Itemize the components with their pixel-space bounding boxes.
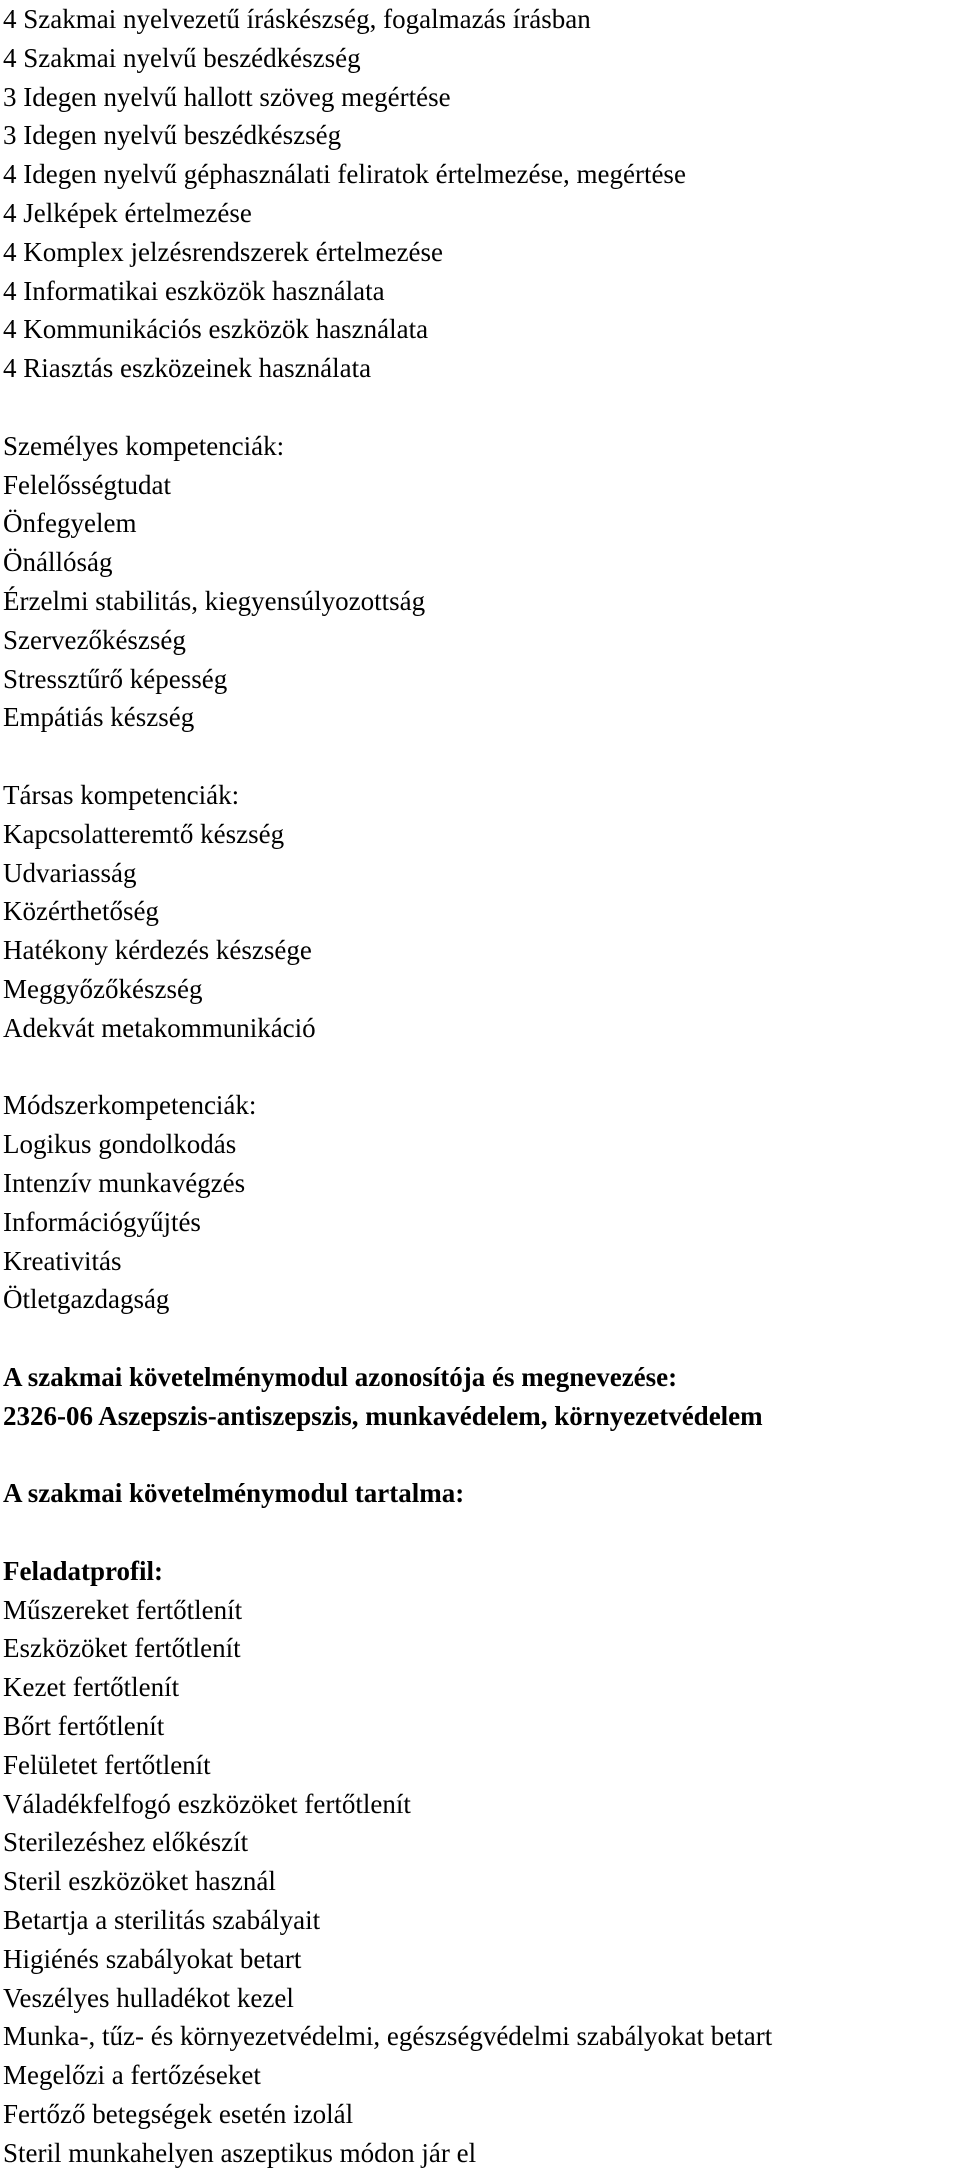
competence-item: Udvariasság	[3, 857, 137, 888]
skill-line: 4 Kommunikációs eszközök használata	[3, 314, 429, 345]
task-profile-heading: Feladatprofil:	[3, 1555, 163, 1586]
skills-list	[3, 0, 958, 388]
competence-item: Kapcsolatteremtő készség	[3, 818, 285, 849]
task-profile-section	[3, 1552, 958, 2173]
competence-item: Ötletgazdagság	[3, 1284, 170, 1315]
skill-line: 4 Idegen nyelvű géphasználati feliratok értelmezése, megértése	[3, 159, 686, 190]
method-competences-section	[3, 1086, 958, 1319]
spacer	[3, 737, 958, 776]
task-item: Munka-, tűz- és környezetvédelmi, egészségvédelmi szabályokat betart	[3, 2021, 773, 2052]
skill-line: 3 Idegen nyelvű beszédkészség	[3, 120, 342, 151]
skill-line: 4 Komplex jelzésrendszerek értelmezése	[3, 236, 444, 267]
competence-item: Empátiás készség	[3, 702, 195, 733]
task-item: Felületet fertőtlenít	[3, 1749, 211, 1780]
competence-item: Kreativitás	[3, 1245, 122, 1276]
task-item: Bőrt fertőtlenít	[3, 1711, 165, 1742]
competence-item: Szervezőkészség	[3, 624, 186, 655]
social-competences-section	[3, 776, 958, 1048]
method-competences-heading: Módszerkompetenciák:	[3, 1090, 257, 1121]
task-item: Betartja a sterilitás szabályait	[3, 1905, 321, 1936]
competence-item: Érzelmi stabilitás, kiegyensúlyozottság	[3, 585, 426, 616]
competence-item: Adekvát metakommunikáció	[3, 1012, 316, 1043]
skill-line: 4 Riasztás eszközeinek használata	[3, 353, 372, 384]
task-item: Kezet fertőtlenít	[3, 1672, 180, 1703]
task-item: Veszélyes hulladékot kezel	[3, 1982, 294, 2013]
module-content-heading: A szakmai követelménymodul tartalma:	[3, 1478, 465, 1509]
personal-competences-heading: Személyes kompetenciák:	[3, 430, 285, 461]
document-page	[3, 0, 958, 2173]
competence-item: Hatékony kérdezés készsége	[3, 935, 312, 966]
task-item: Megelőzi a fertőzéseket	[3, 2060, 261, 2091]
module-id-title: 2326-06 Aszepszis-antiszepszis, munkavédelem, környezetvédelem	[3, 1400, 763, 1431]
module-identification	[3, 1358, 958, 1436]
competence-item: Intenzív munkavégzés	[3, 1167, 246, 1198]
task-item: Higiénés szabályokat betart	[3, 1943, 302, 1974]
task-item: Steril munkahelyen aszeptikus módon jár el	[3, 2137, 477, 2168]
competence-item: Meggyőzőkészség	[3, 973, 203, 1004]
competence-item: Stressztűrő képesség	[3, 663, 228, 694]
skill-line: 4 Szakmai nyelvezetű íráskészség, fogalmazás írásban	[3, 4, 591, 34]
competence-item: Önállóság	[3, 547, 113, 578]
skill-line: 4 Jelképek értelmezése	[3, 197, 252, 228]
competence-item: Információgyűjtés	[3, 1206, 201, 1237]
spacer	[3, 1319, 958, 1358]
spacer	[3, 1513, 958, 1552]
social-competences-heading: Társas kompetenciák:	[3, 779, 240, 810]
task-item: Fertőző betegségek esetén izolál	[3, 2099, 354, 2130]
spacer	[3, 1435, 958, 1474]
competence-item: Önfegyelem	[3, 508, 137, 539]
competence-item: Felelősségtudat	[3, 469, 171, 500]
skill-line: 4 Informatikai eszközök használata	[3, 275, 385, 306]
task-item: Váladékfelfogó eszközöket fertőtlenít	[3, 1788, 411, 1819]
competence-item: Közérthetőség	[3, 896, 159, 927]
skill-line: 4 Szakmai nyelvű beszédkészség	[3, 42, 361, 73]
skill-line: 3 Idegen nyelvű hallott szöveg megértése	[3, 81, 451, 112]
spacer	[3, 388, 958, 427]
spacer	[3, 1048, 958, 1087]
competence-item: Logikus gondolkodás	[3, 1129, 237, 1160]
task-item: Steril eszközöket használ	[3, 1866, 276, 1897]
task-item: Sterilezéshez előkészít	[3, 1827, 249, 1858]
task-item: Műszereket fertőtlenít	[3, 1594, 243, 1625]
personal-competences-section	[3, 427, 958, 737]
task-item: Eszközöket fertőtlenít	[3, 1633, 241, 1664]
module-id-heading: A szakmai követelménymodul azonosítója és megnevezése:	[3, 1361, 678, 1392]
